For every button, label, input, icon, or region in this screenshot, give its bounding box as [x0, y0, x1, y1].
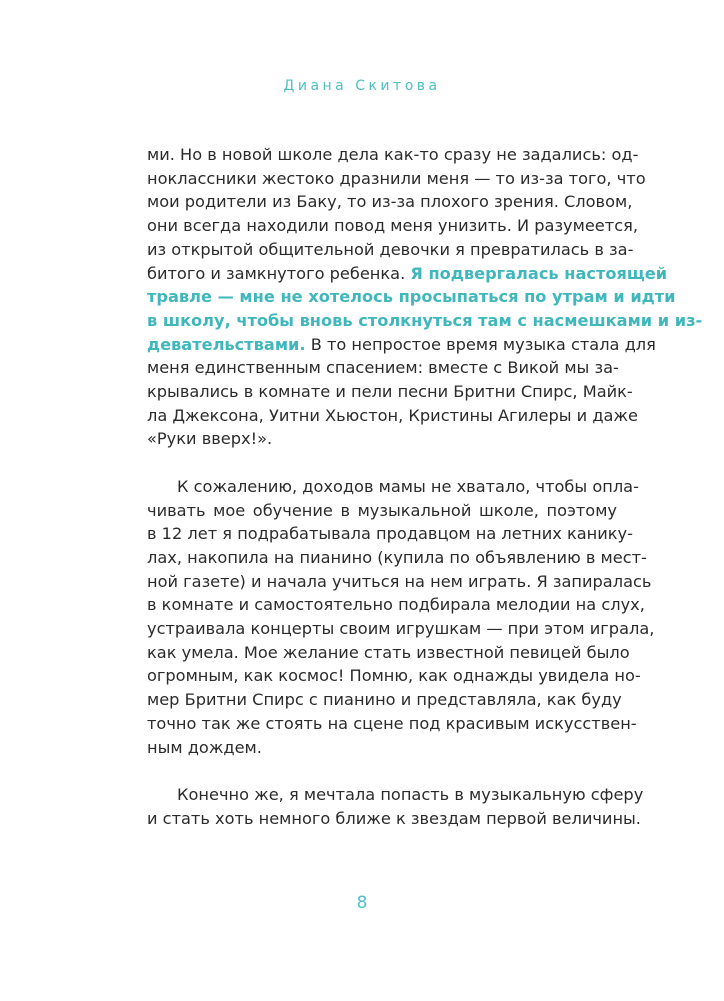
text-line: точно так же стоять на сцене под красивым искусствен-: [147, 713, 637, 733]
text-line: из открытой общительной девочки я превратилась в за-: [147, 239, 634, 259]
highlighted-text-line: травле — мне не хотелось просыпаться по утрам и идти: [147, 287, 676, 307]
text-line: ла Джексона, Уитни Хьюстон, Кристины Агилеры и даже: [147, 405, 638, 425]
text-line: ным дождем.: [147, 737, 262, 757]
text-line: «Руки вверх!».: [147, 429, 273, 449]
highlighted-text-line: в школу, чтобы вновь столкнуться там с насмешками и из-: [147, 310, 703, 330]
page-number: 8: [356, 893, 368, 913]
text-line: устраивала концерты своим игрушкам — при этом играла,: [147, 619, 655, 639]
text-line: и стать хоть немного ближе к звездам первой величины.: [147, 808, 641, 828]
text-line: в комнате и самостоятельно подбирала мелодии на слух,: [147, 595, 645, 615]
text-line: крывались в комнате и пели песни Бритни Спирс, Майк-: [147, 382, 633, 402]
text-line: [147, 333, 656, 357]
text-line: мои родители из Баку, то из-за плохого зрения. Словом,: [147, 192, 633, 212]
text-line: чивать мое обучение в музыкальной школе, поэтому: [147, 500, 617, 520]
text-line: они всегда находили повод меня унизить. И разумеется,: [147, 216, 638, 236]
text-line: ми. Но в новой школе дела как-то сразу не задались: од-: [147, 145, 639, 164]
text-segment: битого и замкнутого ребенка.: [147, 263, 411, 283]
paragraph-gap: [147, 759, 617, 783]
paragraph-gap: [147, 451, 617, 475]
body-text: [147, 143, 703, 830]
running-head: Диана Скитова: [283, 78, 441, 94]
text-line: огромным, как космос! Помню, как однажды увидела но-: [147, 666, 641, 686]
text-line: мер Бритни Спирс с пианино и представляла, как буду: [147, 690, 622, 710]
text-line: ноклассники жестоко дразнили меня — то из-за того, что: [147, 168, 646, 188]
text-line: в 12 лет я подрабатывала продавцом на летних канику-: [147, 524, 633, 544]
text-line: Конечно же, я мечтала попасть в музыкальную сферу: [177, 784, 644, 804]
text-line: К сожалению, доходов мамы не хватало, чтобы опла-: [177, 476, 639, 496]
text-line: [147, 262, 668, 286]
text-line: ной газете) и начала учиться на нем играть. Я запиралась: [147, 571, 652, 591]
text-line: лах, накопила на пианино (купила по объявлению в мест-: [147, 547, 647, 567]
highlighted-text: девательствами.: [147, 334, 306, 354]
text-segment: В то непростое время музыка стала для: [305, 334, 656, 354]
highlighted-text: Я подвергалась настоящей: [410, 263, 668, 283]
text-line: как умела. Мое желание стать известной певицей было: [147, 642, 630, 662]
text-line: меня единственным спасением: вместе с Викой мы за-: [147, 358, 619, 378]
